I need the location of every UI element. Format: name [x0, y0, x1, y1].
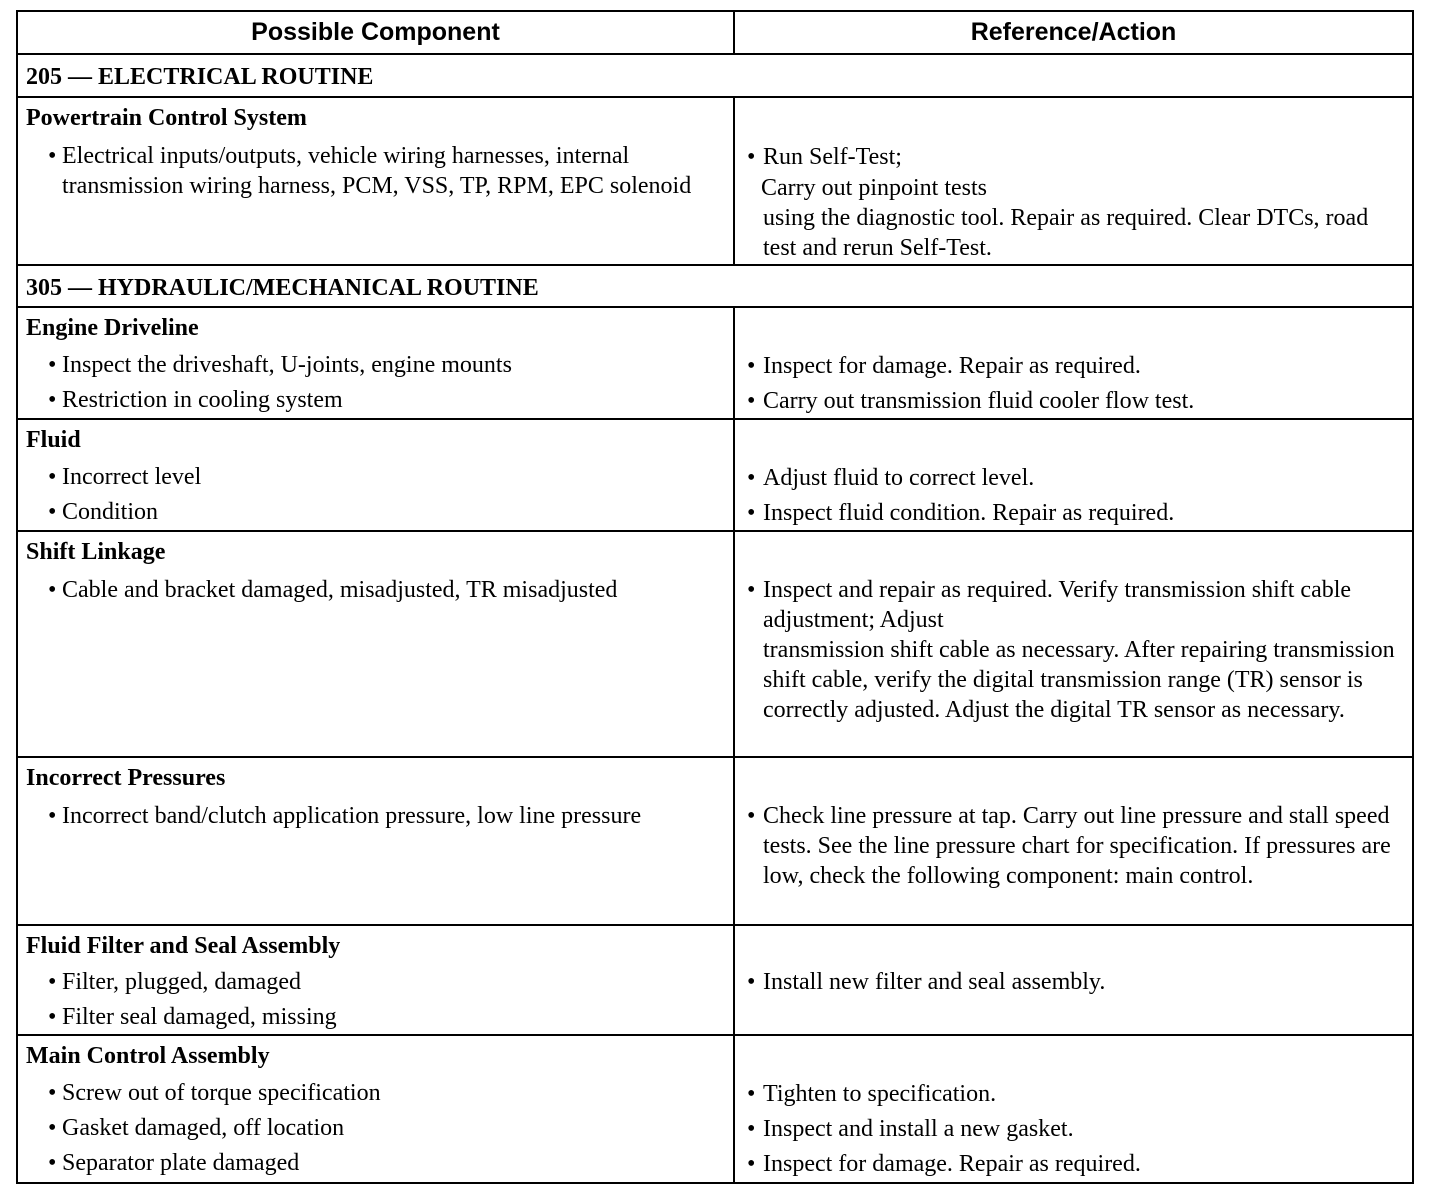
component-title: Main Control Assembly: [26, 1043, 270, 1069]
component-title: Incorrect Pressures: [26, 765, 226, 791]
action-item: • Tighten to specification.: [747, 1081, 997, 1107]
action-item: • Install new filter and seal assembly.: [747, 969, 1106, 995]
action-item: transmission shift cable as necessary. After repairing transmission shift cable, verify the digital transmission range (TR) sensor is correctly adjusted. Adjust the digital TR sensor as necessary.: [763, 637, 1395, 723]
component-item: • Incorrect band/clutch application pressure, low line pressure: [48, 803, 642, 829]
action-item: using the diagnostic tool. Repair as required. Clear DTCs, road test and rerun Self-Test.: [763, 205, 1369, 261]
action-item: Carry out pinpoint tests: [761, 175, 987, 201]
table-row: [18, 532, 1412, 758]
table-row: [18, 758, 1412, 926]
component-title: Shift Linkage: [26, 539, 166, 565]
component-title: Fluid Filter and Seal Assembly: [26, 933, 341, 959]
action-item: • Inspect and install a new gasket.: [747, 1116, 1074, 1142]
component-item: • Condition: [48, 499, 159, 525]
action-item: • Carry out transmission fluid cooler flow test.: [747, 388, 1195, 414]
component-title: Fluid: [26, 427, 81, 453]
component-item: • Cable and bracket damaged, misadjusted, TR misadjusted: [48, 577, 618, 603]
section-title: 205 — ELECTRICAL ROUTINE: [26, 64, 374, 90]
table-row: [18, 1036, 1412, 1184]
table-row: [18, 926, 1412, 1036]
action-item: • Run Self-Test;: [747, 144, 902, 170]
component-item: • Filter seal damaged, missing: [48, 1004, 337, 1030]
table-header: [18, 12, 1412, 55]
section-row: [18, 266, 1412, 308]
component-item: • Incorrect level: [48, 464, 202, 490]
component-item: • Electrical inputs/outputs, vehicle wiring harnesses, internal transmission wiring harness, PCM, VSS, TP, RPM, EPC solenoid: [48, 143, 692, 199]
action-item: • Inspect for damage. Repair as required.: [747, 1151, 1141, 1177]
component-item: • Restriction in cooling system: [48, 387, 343, 413]
table-row: [18, 420, 1412, 532]
component-item: • Inspect the driveshaft, U-joints, engine mounts: [48, 352, 512, 378]
table-row: [18, 308, 1412, 420]
table-row: [18, 98, 1412, 266]
component-item: • Separator plate damaged: [48, 1150, 300, 1176]
action-item: • Inspect for damage. Repair as required.: [747, 353, 1141, 379]
action-item: • Inspect fluid condition. Repair as required.: [747, 500, 1175, 526]
header-possible-component: Possible Component: [251, 18, 500, 46]
header-reference-action: Reference/Action: [970, 18, 1177, 46]
component-title: Engine Driveline: [26, 315, 199, 341]
section-title: 305 — HYDRAULIC/MECHANICAL ROUTINE: [26, 275, 539, 301]
section-row: [18, 55, 1412, 98]
action-item: • Check line pressure at tap. Carry out line pressure and stall speed tests. See the line pressure chart for specification. If pressures are low, check the following component: main control.: [747, 803, 1391, 889]
component-title: Powertrain Control System: [26, 105, 307, 131]
component-item: • Screw out of torque specification: [48, 1080, 381, 1106]
component-item: • Gasket damaged, off location: [48, 1115, 345, 1141]
diagnostic-table: [16, 10, 1414, 1184]
action-item: • Inspect and repair as required. Verify transmission shift cable adjustment; Adjust: [747, 577, 1352, 633]
component-item: • Filter, plugged, damaged: [48, 969, 301, 995]
action-item: • Adjust fluid to correct level.: [747, 465, 1035, 491]
